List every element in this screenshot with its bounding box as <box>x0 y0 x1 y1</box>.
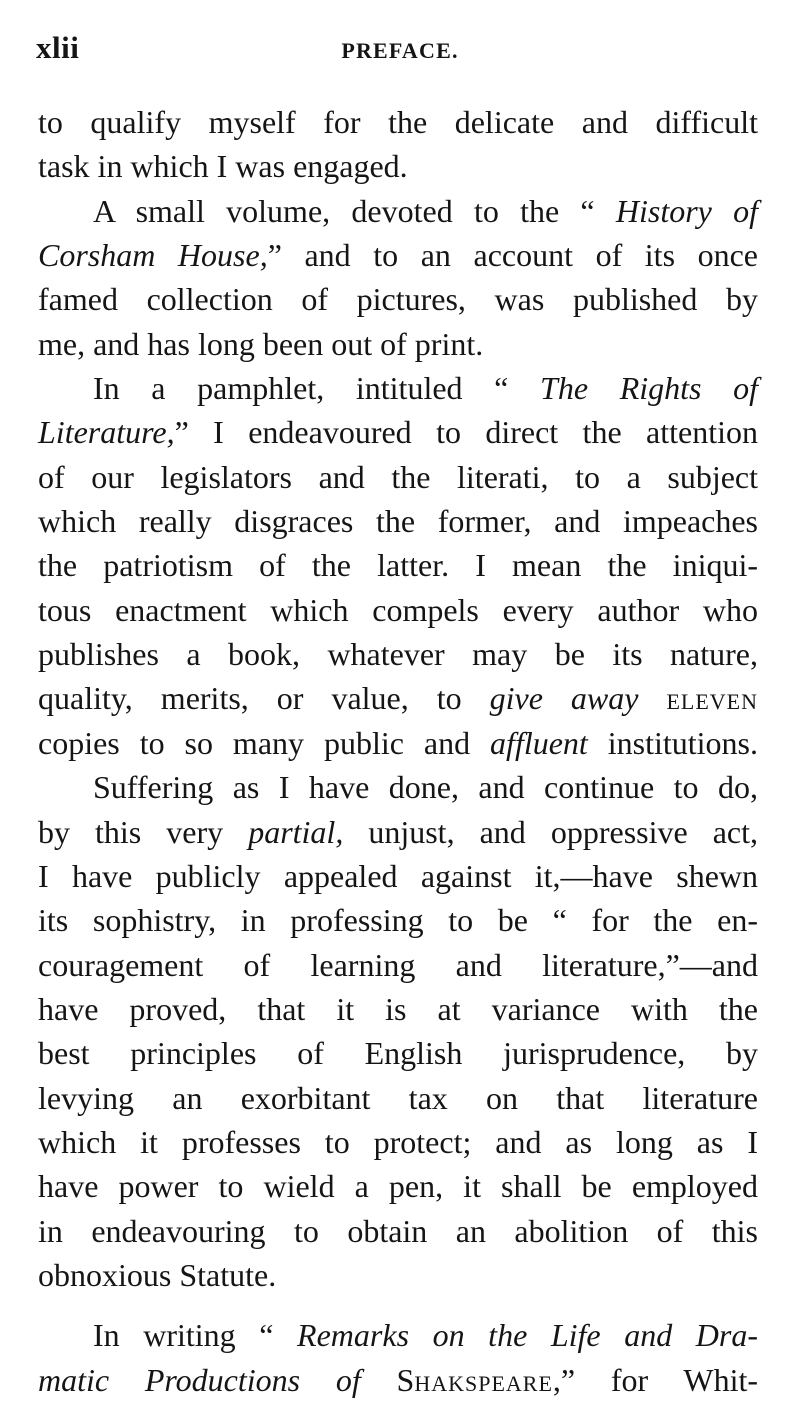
text-segment: in endeavouring to obtain an abolition of this <box>38 1212 758 1249</box>
text-segment: HAKSPEARE <box>414 1370 553 1396</box>
text-segment: In writing “ <box>93 1317 298 1354</box>
text-line <box>38 455 758 499</box>
text-line <box>38 854 758 898</box>
text-segment <box>638 680 666 716</box>
page-number: xlii <box>36 30 80 65</box>
text-segment: of our legislators and the literati, to a subject <box>38 458 758 495</box>
text-segment <box>361 1362 397 1398</box>
text-line <box>38 233 758 277</box>
text-line <box>38 632 758 676</box>
text-line <box>38 810 758 854</box>
text-line <box>38 144 758 188</box>
text-segment: S <box>396 1361 415 1398</box>
text-line <box>38 499 758 543</box>
text-segment: unjust, and oppressive act, <box>343 813 759 850</box>
text-line <box>38 100 758 144</box>
text-segment: ,” for Whit- <box>552 1361 759 1398</box>
italic-text: The Rights of <box>540 370 759 407</box>
italic-text: affluent <box>490 724 588 761</box>
text-line <box>38 1031 758 1075</box>
text-line <box>38 721 758 765</box>
text-segment: tous enactment which compels every author who <box>38 591 758 628</box>
text-line <box>38 410 758 454</box>
text-line <box>38 322 758 366</box>
text-line <box>38 543 758 587</box>
text-segment: Suffering as I have done, and continue to do, <box>93 769 758 806</box>
text-segment: institutions. <box>587 724 759 761</box>
text-segment: couragement of learning and literature,”—and <box>38 946 758 983</box>
body-text <box>38 100 758 1402</box>
text-segment: which it professes to protect; and as long as I <box>38 1123 758 1160</box>
text-line <box>38 1076 758 1120</box>
text-line <box>38 1313 758 1357</box>
text-segment: ” I endeavoured to direct the attention <box>174 414 758 451</box>
text-segment: quality, merits, or value, to <box>38 680 490 717</box>
running-title: PREFACE. <box>341 38 459 63</box>
italic-text: Literature, <box>38 414 175 451</box>
text-line <box>38 987 758 1031</box>
text-line <box>38 1253 758 1297</box>
italic-text: Remarks on the Life and Dra- <box>297 1317 759 1354</box>
text-segment: ” and to an account of its once <box>267 237 759 274</box>
text-line <box>38 898 758 942</box>
text-segment: I have publicly appealed against it,—have shewn <box>38 857 758 894</box>
text-line <box>38 765 758 809</box>
text-line <box>38 277 758 321</box>
italic-text: give away <box>489 680 639 717</box>
text-line <box>38 366 758 410</box>
text-segment: In a pamphlet, intituled “ <box>93 370 541 407</box>
text-segment: which really disgraces the former, and impeaches <box>38 503 758 540</box>
text-line <box>38 1164 758 1208</box>
running-head <box>36 30 764 70</box>
text-segment: have power to wield a pen, it shall be employed <box>38 1168 758 1205</box>
paragraph-gap <box>38 1297 758 1313</box>
italic-text: partial, <box>248 813 344 850</box>
text-segment: ELEVEN <box>666 689 758 715</box>
text-segment: obnoxious Statute. <box>38 1256 277 1293</box>
text-segment: best principles of English jurisprudence, by <box>38 1035 758 1072</box>
text-line <box>38 1358 758 1402</box>
text-line <box>38 189 758 233</box>
text-segment: to qualify myself for the delicate and difficult <box>38 104 758 140</box>
italic-text: Corsham House, <box>38 237 268 274</box>
text-segment: publishes a book, whatever may be its nature, <box>38 636 758 673</box>
text-line <box>38 1120 758 1164</box>
text-segment: A small volume, devoted to the “ <box>93 192 616 229</box>
text-segment: task in which I was engaged. <box>38 148 408 185</box>
text-segment: famed collection of pictures, was published by <box>38 281 758 318</box>
text-segment: the patriotism of the latter. I mean the iniqui- <box>38 547 758 584</box>
italic-text: History of <box>615 192 759 229</box>
text-segment: copies to so many public and <box>38 724 491 761</box>
text-segment: me, and has long been out of print. <box>38 325 484 362</box>
text-segment: levying an exorbitant tax on that literature <box>38 1079 758 1116</box>
text-segment: its sophistry, in professing to be “ for the en- <box>38 902 758 939</box>
text-segment: have proved, that it is at variance with the <box>38 990 758 1027</box>
text-line <box>38 1209 758 1253</box>
text-segment: by this very <box>38 813 249 850</box>
text-line <box>38 676 758 720</box>
italic-text: matic Productions of <box>38 1361 361 1398</box>
text-line <box>38 588 758 632</box>
text-line <box>38 943 758 987</box>
